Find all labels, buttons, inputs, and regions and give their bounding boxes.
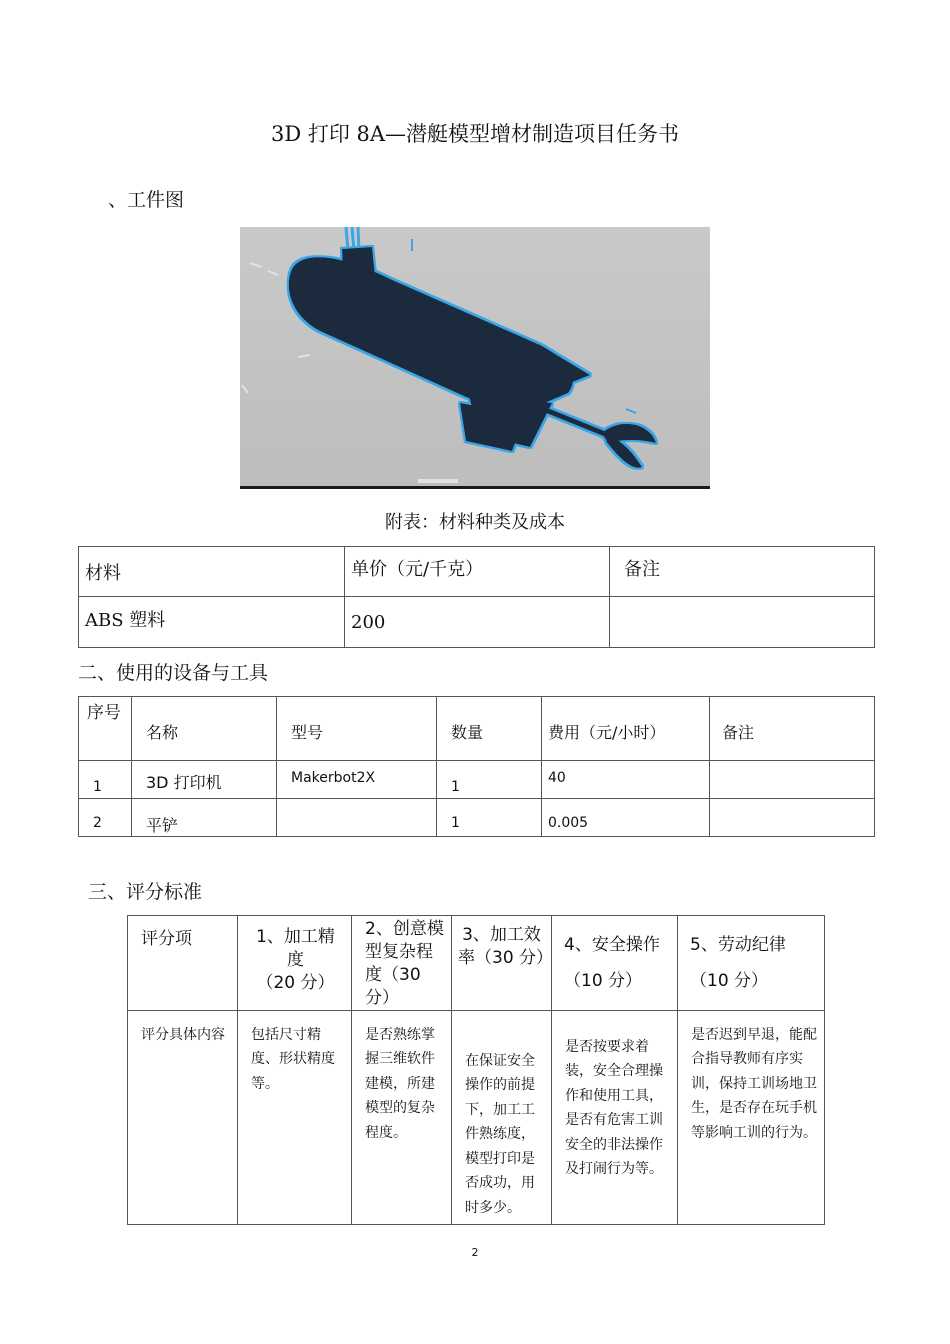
table-header-cell: 序号 xyxy=(79,697,132,761)
table-header-cell: 材料 xyxy=(79,547,345,597)
table-cell: 评分具体内容 xyxy=(128,1010,238,1224)
table-cell: 2 xyxy=(79,799,132,837)
table-header-row xyxy=(79,697,875,761)
table-header-cell: 4、安全操作 （10 分） xyxy=(552,916,678,1011)
table-header-cell: 数量 xyxy=(437,697,542,761)
table-header-cell: 备注 xyxy=(710,697,875,761)
table-cell: Makerbot2X xyxy=(277,761,437,799)
table-cell: 包括尺寸精度、形状精度等。 xyxy=(238,1010,352,1224)
table-header-row xyxy=(79,547,875,597)
table-cell: 0.005 xyxy=(542,799,710,837)
table-row xyxy=(79,761,875,799)
table-cell: 是否按要求着装，安全合理操作和使用工具，是否有危害工训安全的非法操作及打闹行为等。 xyxy=(552,1010,678,1224)
materials-table xyxy=(78,546,875,648)
table-cell: 在保证安全操作的前提下，加工工件熟练度，模型打印是否成功，用时多少。 xyxy=(452,1010,552,1224)
table-header-row xyxy=(128,916,825,1011)
table-header-cell: 3、加工效率（30 分） xyxy=(452,916,552,1011)
table-header-cell: 2、创意模型复杂程度（30 分） xyxy=(352,916,452,1011)
table-header-cell: 单价（元/千克） xyxy=(345,547,610,597)
table-cell: 1 xyxy=(437,799,542,837)
document-title: 3D 打印 8A—潜艇模型增材制造项目任务书 xyxy=(270,122,680,146)
table-header-cell: 名称 xyxy=(132,697,277,761)
table-header-cell: 5、劳动纪律 （10 分） xyxy=(678,916,825,1011)
table-header-cell: 备注 xyxy=(610,547,875,597)
table-cell: 是否迟到早退，能配合指导教师有序实训，保持工训场地卫生，是否存在玩手机等影响工训的行为。 xyxy=(678,1010,825,1224)
table-cell: 是否熟练掌握三维软件建模，所建模型的复杂程度。 xyxy=(352,1010,452,1224)
scoring-table xyxy=(127,915,825,1225)
table-header-cell: 1、加工精度 （20 分） xyxy=(238,916,352,1011)
table-cell: 1 xyxy=(437,761,542,799)
table-cell: ABS 塑料 xyxy=(79,597,345,648)
section-heading-workpiece: 、工件图 xyxy=(108,189,185,211)
submarine-model-image xyxy=(240,227,710,489)
table-cell xyxy=(710,799,875,837)
table-cell xyxy=(710,761,875,799)
table-row xyxy=(79,799,875,837)
equipment-table xyxy=(78,696,875,837)
image-bottom-border xyxy=(240,486,710,489)
table-cell: 3D 打印机 xyxy=(132,761,277,799)
page-number: 2 xyxy=(471,1246,479,1259)
table-header-cell: 型号 xyxy=(277,697,437,761)
table-header-cell: 评分项 xyxy=(128,916,238,1011)
table-cell xyxy=(277,799,437,837)
table-cell: 平铲 xyxy=(132,799,277,837)
table-cell: 1 xyxy=(79,761,132,799)
materials-caption: 附表：材料种类及成本 xyxy=(385,512,565,533)
table-cell: 200 xyxy=(345,597,610,648)
table-cell: 40 xyxy=(542,761,710,799)
table-row xyxy=(79,597,875,648)
table-cell xyxy=(610,597,875,648)
section-heading-scoring: 三、评分标准 xyxy=(88,881,203,903)
table-header-cell: 费用（元/小时） xyxy=(542,697,710,761)
submarine-icon xyxy=(240,227,710,489)
table-row xyxy=(128,1010,825,1224)
section-heading-equipment: 二、使用的设备与工具 xyxy=(78,662,269,684)
